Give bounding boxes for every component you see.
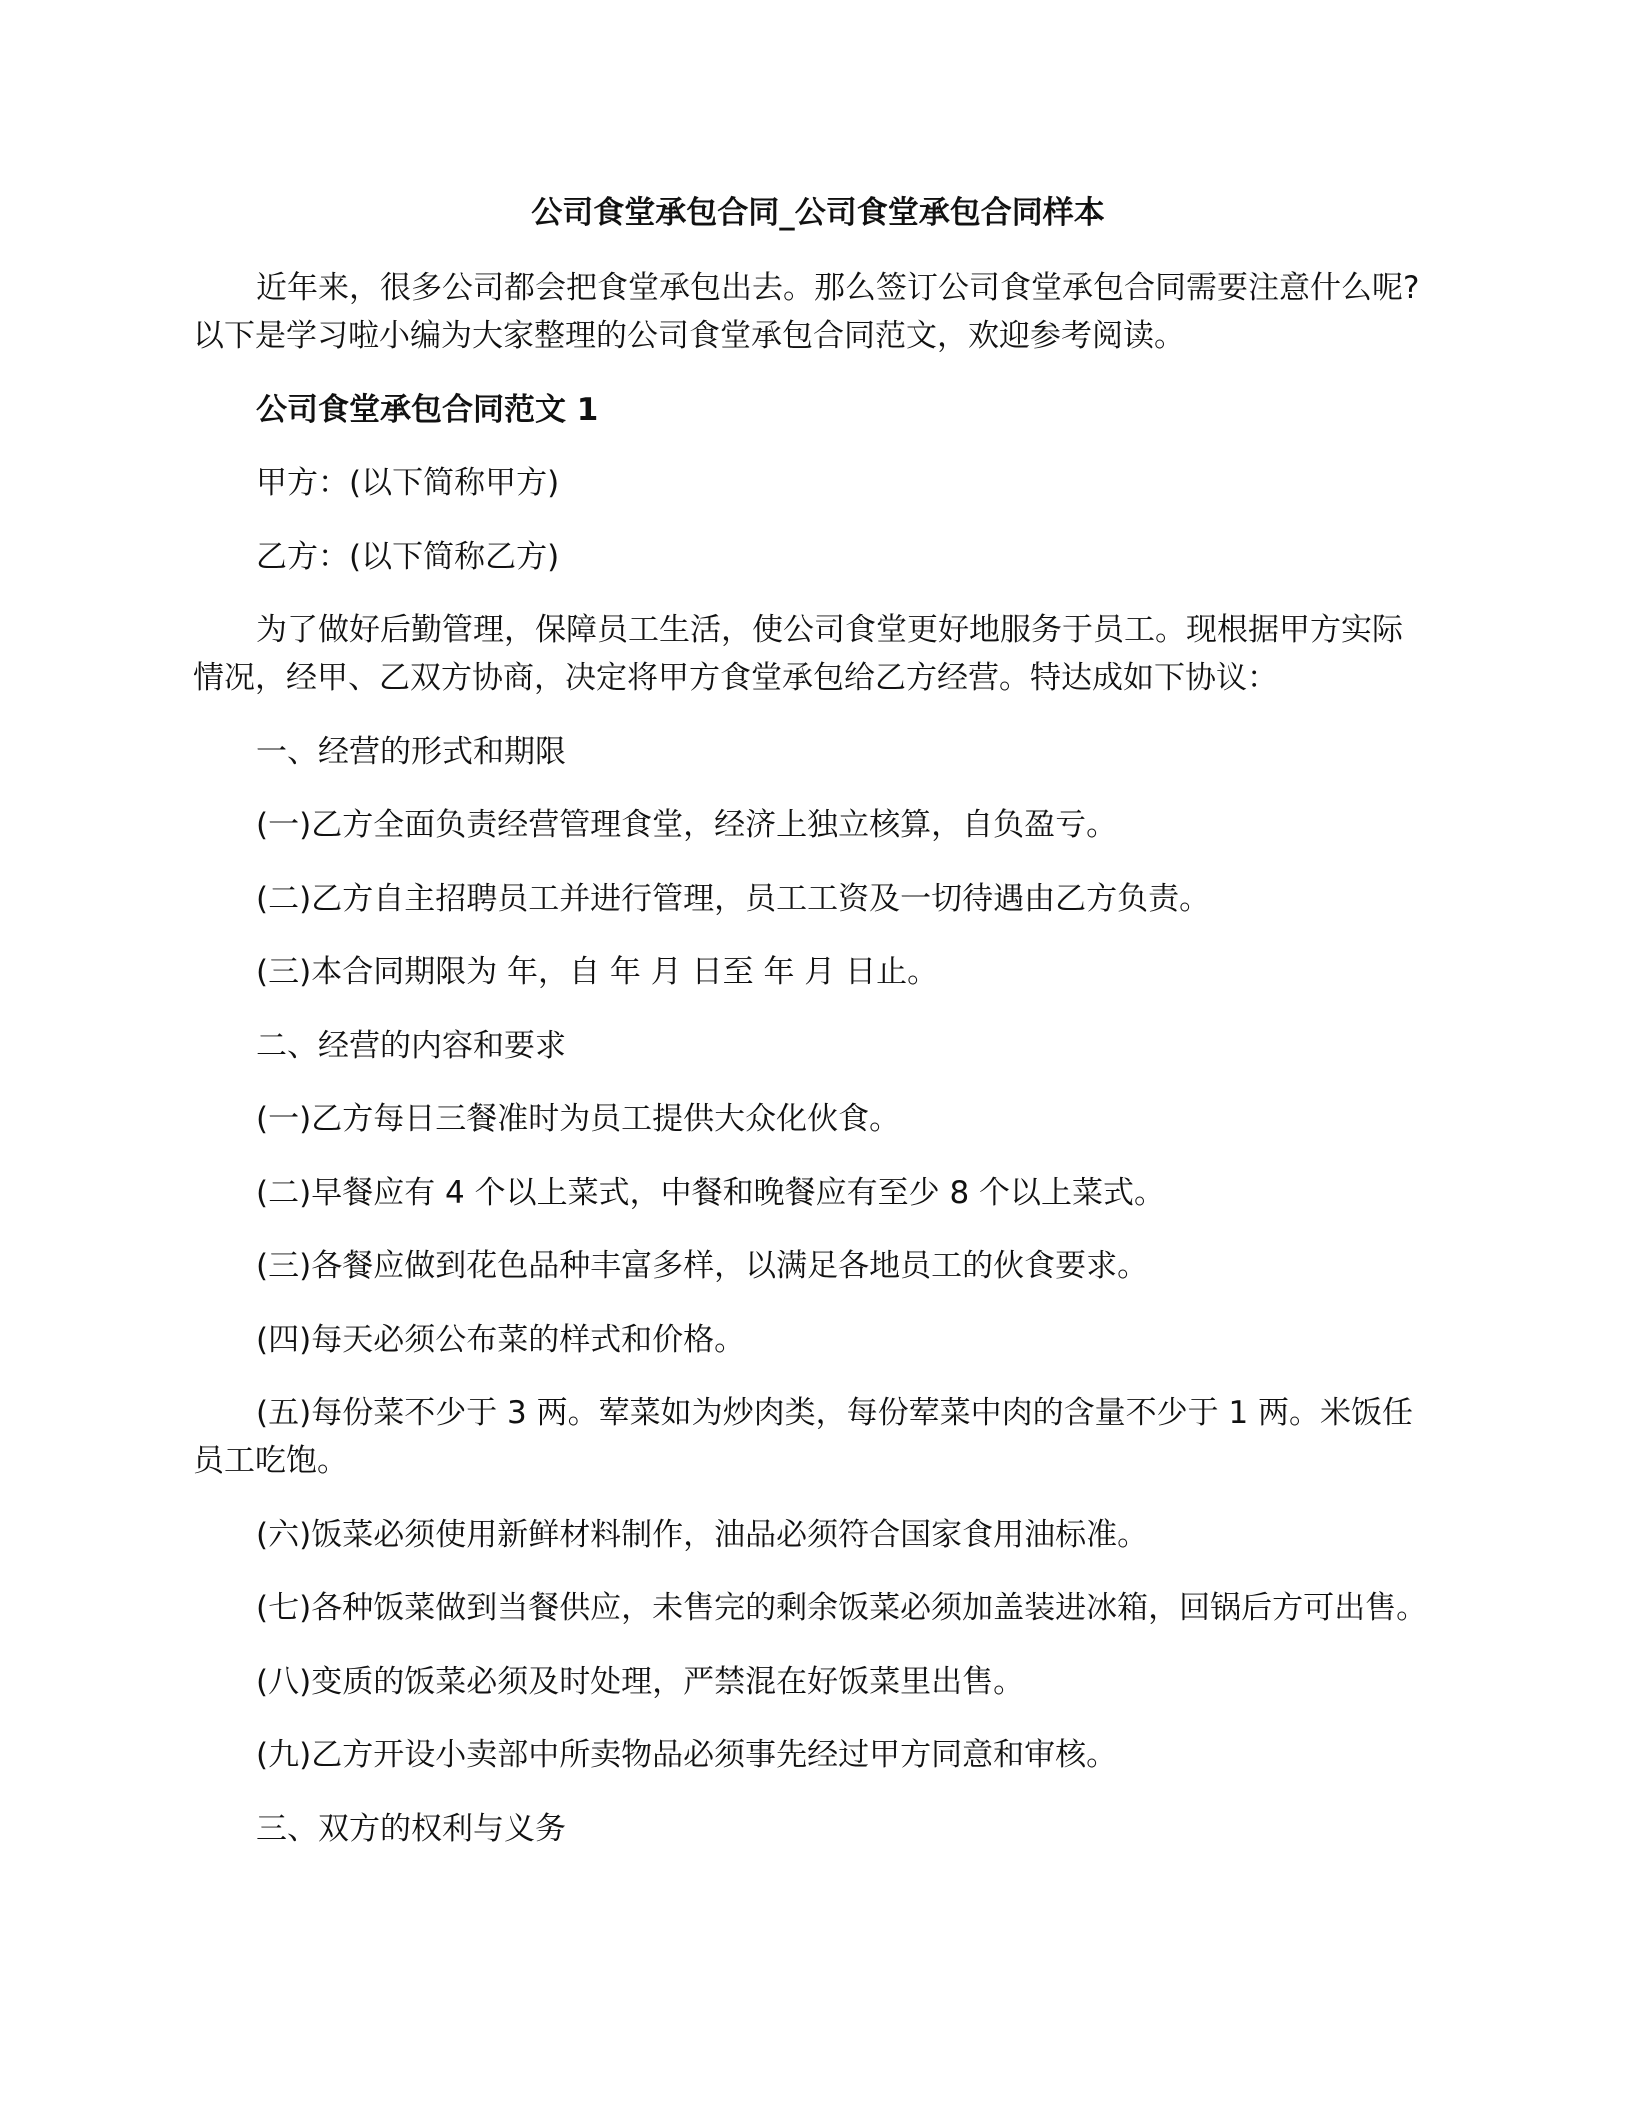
document-page bbox=[193, 189, 1443, 1878]
paragraph bbox=[193, 948, 1443, 996]
paragraph bbox=[193, 728, 1443, 776]
paragraph bbox=[193, 1584, 1443, 1632]
paragraph bbox=[193, 1805, 1443, 1853]
paragraph-line: 二、经营的内容和要求 bbox=[256, 1027, 566, 1064]
paragraph bbox=[193, 264, 1443, 360]
paragraph-line: (一)乙方全面负责经营管理食堂，经济上独立核算，自负盈亏。 bbox=[256, 807, 1118, 843]
paragraph bbox=[193, 533, 1443, 581]
paragraph-line: (五)每份菜不少于 3 两。荤菜如为炒肉类，每份荤菜中肉的含量不少于 1 两。米饭任 bbox=[256, 1395, 1414, 1431]
paragraph-line: (三)各餐应做到花色品种丰富多样，以满足各地员工的伙食要求。 bbox=[256, 1248, 1149, 1284]
paragraph-line: 甲方：(以下简称甲方) bbox=[256, 465, 560, 501]
document-body bbox=[193, 264, 1443, 1853]
paragraph-line: (八)变质的饭菜必须及时处理，严禁混在好饭菜里出售。 bbox=[256, 1663, 1025, 1700]
paragraph bbox=[193, 1022, 1443, 1070]
paragraph-line: 一、经营的形式和期限 bbox=[256, 733, 566, 770]
paragraph bbox=[193, 1731, 1443, 1779]
paragraph bbox=[193, 1242, 1443, 1290]
paragraph-line: 以下是学习啦小编为大家整理的公司食堂承包合同范文，欢迎参考阅读。 bbox=[193, 318, 1185, 354]
document-title: 公司食堂承包合同_公司食堂承包合同样本 bbox=[531, 195, 1105, 231]
paragraph-line: 三、双方的权利与义务 bbox=[256, 1810, 566, 1847]
paragraph-line: (二)早餐应有 4 个以上菜式，中餐和晚餐应有至少 8 个以上菜式。 bbox=[256, 1174, 1166, 1211]
paragraph bbox=[193, 1511, 1443, 1559]
paragraph-line: (六)饭菜必须使用新鲜材料制作，油品必须符合国家食用油标准。 bbox=[256, 1516, 1149, 1553]
paragraph bbox=[193, 459, 1443, 507]
paragraph-line: 乙方：(以下简称乙方) bbox=[256, 538, 560, 575]
paragraph-line: 员工吃饱。 bbox=[193, 1443, 348, 1479]
paragraph-line: 情况，经甲、乙双方协商，决定将甲方食堂承包给乙方经营。特达成如下协议： bbox=[193, 660, 1278, 696]
paragraph-line: (二)乙方自主招聘员工并进行管理，员工工资及一切待遇由乙方负责。 bbox=[256, 880, 1211, 917]
section-heading bbox=[193, 386, 1443, 434]
paragraph bbox=[193, 606, 1443, 702]
paragraph bbox=[193, 1095, 1443, 1143]
paragraph bbox=[193, 1316, 1443, 1364]
paragraph bbox=[193, 1169, 1443, 1217]
paragraph-line: (三)本合同期限为 年，自 年 月 日至 年 月 日止。 bbox=[256, 954, 939, 990]
paragraph bbox=[193, 1389, 1443, 1485]
paragraph-line: 为了做好后勤管理，保障员工生活，使公司食堂更好地服务于员工。现根据甲方实际 bbox=[256, 612, 1403, 648]
paragraph-line: 公司食堂承包合同范文 1 bbox=[256, 391, 599, 428]
paragraph bbox=[193, 1658, 1443, 1706]
paragraph-line: 近年来，很多公司都会把食堂承包出去。那么签订公司食堂承包合同需要注意什么呢? bbox=[256, 270, 1420, 306]
paragraph-line: (七)各种饭菜做到当餐供应，未售完的剩余饭菜必须加盖装进冰箱，回锅后方可出售。 bbox=[256, 1590, 1428, 1626]
paragraph-line: (一)乙方每日三餐准时为员工提供大众化伙食。 bbox=[256, 1101, 901, 1137]
paragraph-line: (九)乙方开设小卖部中所卖物品必须事先经过甲方同意和审核。 bbox=[256, 1737, 1118, 1773]
paragraph-line: (四)每天必须公布菜的样式和价格。 bbox=[256, 1321, 746, 1358]
paragraph bbox=[193, 875, 1443, 923]
paragraph bbox=[193, 801, 1443, 849]
